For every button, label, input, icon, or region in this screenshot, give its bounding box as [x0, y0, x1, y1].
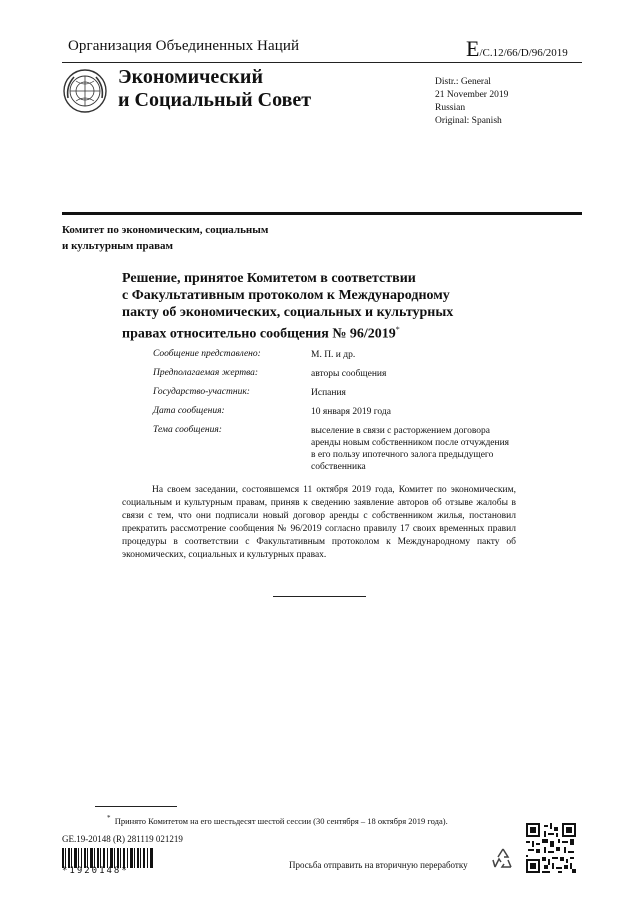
- committee-line1: Комитет по экономическим, социальным: [62, 224, 269, 236]
- meta-label: Государство-участник:: [153, 387, 250, 397]
- distribution-block: [435, 76, 508, 128]
- meta-label: Тема сообщения:: [153, 425, 222, 435]
- decision-title-footnote-marker: *: [395, 325, 400, 334]
- meta-value: авторы сообщения: [311, 369, 387, 379]
- decision-title: [122, 270, 542, 343]
- distr-date: 21 November 2019: [435, 90, 509, 100]
- distr-language: Russian: [435, 103, 466, 113]
- header-rule: [62, 62, 582, 63]
- meta-value: 10 января 2019 года: [311, 407, 391, 417]
- meta-value: Испания: [311, 388, 346, 398]
- distr-general: Distr.: General: [435, 77, 491, 87]
- decision-title-line3: пакту об экономических, социальных и культурных: [122, 305, 454, 320]
- council-title: [118, 66, 311, 112]
- meta-row: [153, 425, 511, 473]
- footnote-marker: *: [107, 814, 111, 822]
- footnote-rule: [95, 806, 177, 807]
- meta-row: [153, 406, 511, 425]
- recycle-icon: [490, 846, 516, 872]
- distr-original: Original: Spanish: [435, 116, 502, 126]
- meta-label: Сообщение представлено:: [153, 349, 261, 359]
- document-symbol-prefix: E: [466, 36, 480, 61]
- meta-row: [153, 368, 511, 387]
- meta-row: [153, 387, 511, 406]
- footnote-text: Принято Комитетом на его шестьдесят шестой сессии (30 сентября – 18 октября 2019 года).: [114, 815, 448, 826]
- committee-line2: и культурным правам: [62, 240, 173, 252]
- communication-metadata: [153, 349, 511, 473]
- decision-title-line4: правах относительно сообщения № 96/2019: [122, 326, 396, 342]
- qr-code-icon: [526, 823, 576, 873]
- footnote: [107, 814, 448, 826]
- committee-name: [62, 222, 268, 254]
- decision-title-line1: Решение, принятое Комитетом в соответствии: [122, 271, 416, 286]
- un-emblem-icon: [62, 68, 108, 114]
- section-rule: [62, 212, 582, 215]
- barcode-icon: [62, 848, 154, 868]
- meta-label: Предполагаемая жертва:: [153, 368, 259, 378]
- end-rule: [273, 596, 366, 597]
- decision-paragraph: На своем заседании, состоявшемся 11 октября 2019 года, Комитет по экономическим, социальным и культурным правам, приняв к сведению заявление авторов об отзыве жалобы в связи с тем, что они подписали новый договор аренды с собственником жилья, постановил прекратить рассмотрение сообщения № 96/2019 согласно правилу 17 своих временных правил процедуры в соответствии с Факультативным протоколом к Международному пакту об экономических, социальных и культурных правах.: [122, 485, 516, 560]
- document-symbol-rest: /C.12/66/D/96/2019: [479, 47, 568, 59]
- meta-value: М. П. и др.: [311, 350, 356, 360]
- meta-value: выселение в связи с расторжением договора аренды новым собственником после отчуждения в его пользу ипотечного залога предыдущего собственника: [311, 426, 510, 472]
- job-number: GE.19-20148 (R) 281119 021219: [62, 834, 183, 844]
- recycle-note: Просьба отправить на вторичную переработку: [289, 860, 468, 870]
- council-title-line2: и Социальный Совет: [118, 89, 312, 111]
- decision-title-line2: с Факультативным протоколом к Международному: [122, 288, 450, 303]
- barcode-digits: *1920148*: [62, 866, 129, 876]
- organization-name: Организация Объединенных Наций: [68, 38, 300, 54]
- council-title-line1: Экономический: [118, 66, 263, 88]
- document-symbol: [466, 36, 568, 62]
- meta-row: [153, 349, 511, 368]
- meta-label: Дата сообщения:: [153, 406, 225, 416]
